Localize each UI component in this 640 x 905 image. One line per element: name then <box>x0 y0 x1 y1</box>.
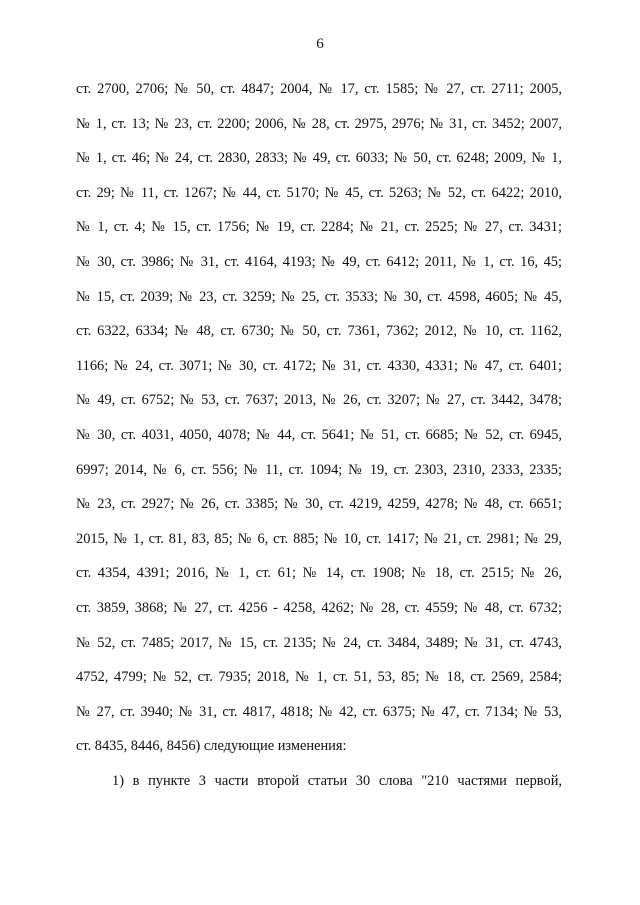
list-item-paragraph: 1) в пункте 3 части второй статьи 30 слова "210 частями первой, <box>112 772 562 789</box>
text-line: № 49, ст. 6752; № 53, ст. 7637; 2013, № 26, ст. 3207; № 27, ст. 3442, 3478; <box>76 392 562 409</box>
text-line: № 1, ст. 46; № 24, ст. 2830, 2833; № 49, ст. 6033; № 50, ст. 6248; 2009, № 1, <box>76 150 562 167</box>
text-line: ст. 4354, 4391; 2016, № 1, ст. 61; № 14, ст. 1908; № 18, ст. 2515; № 26, <box>76 565 562 582</box>
text-line: ст. 2700, 2706; № 50, ст. 4847; 2004, № 17, ст. 1585; № 27, ст. 2711; 2005, <box>76 81 562 97</box>
text-line: № 1, ст. 13; № 23, ст. 2200; 2006, № 28, ст. 2975, 2976; № 31, ст. 3452; 2007, <box>76 115 562 132</box>
text-line: ст. 8435, 8446, 8456) следующие изменения: <box>76 738 347 755</box>
text-line: № 15, ст. 2039; № 23, ст. 3259; № 25, ст. 3533; № 30, ст. 4598, 4605; № 45, <box>76 288 562 305</box>
text-line: № 27, ст. 3940; № 31, ст. 4817, 4818; № 42, ст. 6375; № 47, ст. 7134; № 53, <box>76 703 562 720</box>
document-body <box>76 79 562 805</box>
text-line: № 30, ст. 4031, 4050, 4078; № 44, ст. 5641; № 51, ст. 6685; № 52, ст. 6945, <box>76 426 562 443</box>
text-line: ст. 3859, 3868; № 27, ст. 4256 - 4258, 4262; № 28, ст. 4559; № 48, ст. 6732; <box>76 599 562 616</box>
page-number: 6 <box>316 36 324 52</box>
text-line: ст. 6322, 6334; № 48, ст. 6730; № 50, ст. 7361, 7362; 2012, № 10, ст. 1162, <box>76 323 562 340</box>
text-line: 1166; № 24, ст. 3071; № 30, ст. 4172; № 31, ст. 4330, 4331; № 47, ст. 6401; <box>76 357 562 374</box>
text-line: 2015, № 1, ст. 81, 83, 85; № 6, ст. 885; № 10, ст. 1417; № 21, ст. 2981; № 29, <box>76 530 562 547</box>
text-line: ст. 29; № 11, ст. 1267; № 44, ст. 5170; № 45, ст. 5263; № 52, ст. 6422; 2010, <box>76 184 562 201</box>
text-line: № 1, ст. 4; № 15, ст. 1756; № 19, ст. 2284; № 21, ст. 2525; № 27, ст. 3431; <box>76 219 562 236</box>
text-line: 4752, 4799; № 52, ст. 7935; 2018, № 1, ст. 51, 53, 85; № 18, ст. 2569, 2584; <box>76 669 562 686</box>
text-line: № 52, ст. 7485; 2017, № 15, ст. 2135; № 24, ст. 3484, 3489; № 31, ст. 4743, <box>76 634 562 651</box>
text-line: 6997; 2014, № 6, ст. 556; № 11, ст. 1094; № 19, ст. 2303, 2310, 2333, 2335; <box>76 461 562 478</box>
text-line: № 30, ст. 3986; № 31, ст. 4164, 4193; № 49, ст. 6412; 2011, № 1, ст. 16, 45; <box>76 253 562 270</box>
text-line: № 23, ст. 2927; № 26, ст. 3385; № 30, ст. 4219, 4259, 4278; № 48, ст. 6651; <box>76 496 562 513</box>
